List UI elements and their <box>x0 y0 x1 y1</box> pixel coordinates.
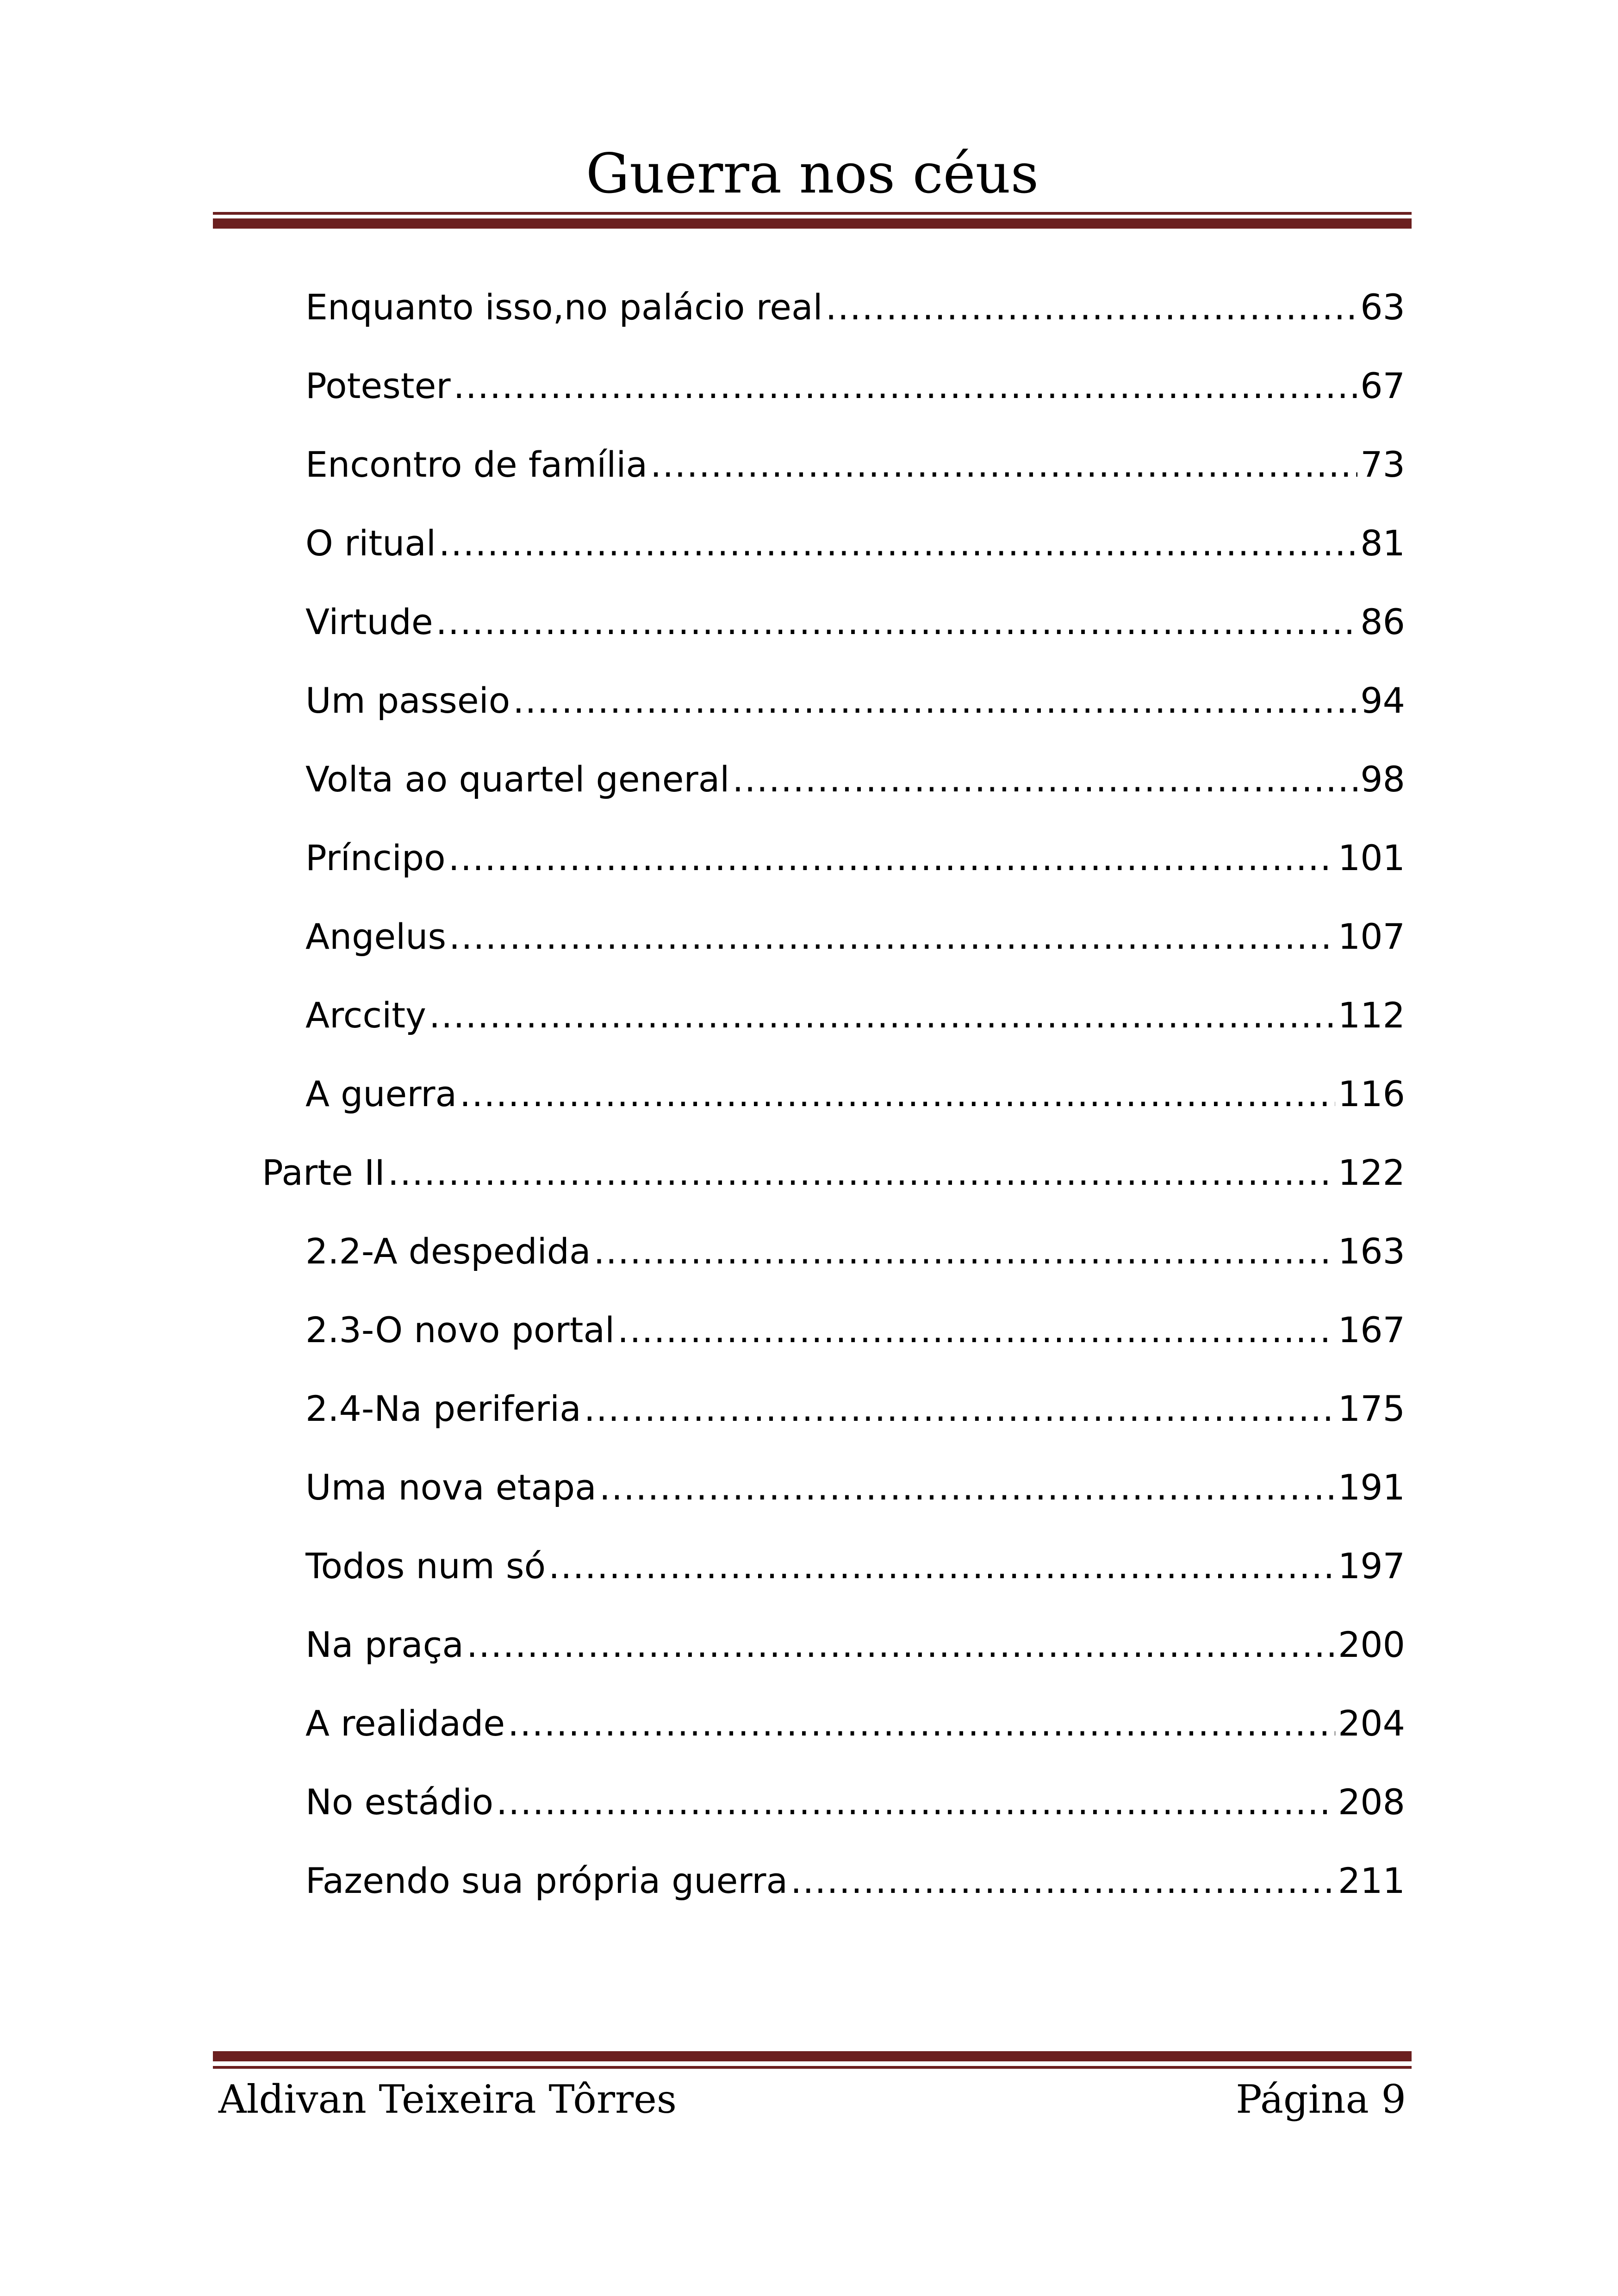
toc-dot-leader <box>496 1774 1335 1830</box>
page-footer <box>213 2067 1412 2132</box>
toc-entry[interactable] <box>305 1381 1405 1437</box>
toc-entry-title: 2.3-O novo portal <box>305 1309 615 1350</box>
toc-entry-page-number: 101 <box>1338 837 1405 878</box>
toc-entry-page-number: 98 <box>1360 759 1405 800</box>
header-rule-thick <box>213 218 1412 229</box>
toc-entry-page-number: 197 <box>1338 1545 1405 1587</box>
toc-entry-page-number: 167 <box>1338 1309 1405 1350</box>
header-rule-thin <box>213 212 1412 215</box>
toc-dot-leader <box>449 909 1335 964</box>
toc-dot-leader <box>448 830 1335 886</box>
toc-entry[interactable] <box>305 1302 1405 1358</box>
toc-dot-leader <box>584 1381 1335 1437</box>
toc-entry[interactable] <box>305 1774 1405 1830</box>
toc-dot-leader <box>460 1066 1335 1122</box>
toc-dot-leader <box>429 988 1335 1043</box>
toc-entry-page-number: 67 <box>1360 365 1405 406</box>
toc-entry-page-number: 175 <box>1338 1388 1405 1429</box>
toc-entry-page-number: 81 <box>1360 523 1405 564</box>
toc-dot-leader <box>454 358 1358 414</box>
toc-entry-title: Na praça <box>305 1624 464 1665</box>
toc-dot-leader <box>513 673 1357 728</box>
toc-entry-title: Fazendo sua própria guerra <box>305 1860 788 1901</box>
toc-dot-leader <box>617 1302 1335 1358</box>
toc-entry[interactable] <box>262 1145 1405 1201</box>
toc-entry-page-number: 112 <box>1338 995 1405 1036</box>
toc-entry-title: A realidade <box>305 1703 505 1744</box>
footer-rule-thick <box>213 2051 1412 2061</box>
toc-entry[interactable] <box>305 1617 1405 1673</box>
footer-author: Aldivan Teixeira Tôrres <box>218 2077 677 2122</box>
toc-entry-page-number: 211 <box>1338 1860 1405 1901</box>
toc-entry[interactable] <box>305 909 1405 964</box>
toc-entry[interactable] <box>305 437 1405 492</box>
toc-dot-leader <box>388 1145 1335 1201</box>
toc-entry[interactable] <box>305 1066 1405 1122</box>
toc-entry[interactable] <box>305 752 1405 807</box>
toc-entry[interactable] <box>305 516 1405 571</box>
toc-dot-leader <box>508 1696 1335 1751</box>
toc-entry-page-number: 73 <box>1360 444 1405 485</box>
toc-dot-leader <box>826 280 1358 335</box>
toc-dot-leader <box>436 594 1358 650</box>
header-rule <box>213 212 1412 231</box>
page-header-title: Guerra nos céus <box>585 142 1039 205</box>
toc-entry-page-number: 200 <box>1338 1624 1405 1665</box>
toc-entry-page-number: 94 <box>1360 680 1405 721</box>
toc-dot-leader <box>594 1224 1335 1279</box>
toc-entry-title: Potester <box>305 365 451 406</box>
toc-entry-page-number: 122 <box>1338 1152 1405 1193</box>
toc-entry[interactable] <box>305 594 1405 650</box>
toc-entry[interactable] <box>305 358 1405 414</box>
toc-entry[interactable] <box>305 1538 1405 1594</box>
toc-entry[interactable] <box>305 830 1405 886</box>
toc-entry[interactable] <box>305 988 1405 1043</box>
toc-entry-page-number: 208 <box>1338 1781 1405 1823</box>
toc-dot-leader <box>732 752 1357 807</box>
toc-entry-title: Encontro de família <box>305 444 648 485</box>
toc-entry-title: Volta ao quartel general <box>305 759 730 800</box>
toc-entry-title: 2.4-Na periferia <box>305 1388 581 1429</box>
toc-dot-leader <box>439 516 1357 571</box>
toc-dot-leader <box>467 1617 1335 1673</box>
toc-entry-title: O ritual <box>305 523 436 564</box>
toc-entry-title: Enquanto isso,no palácio real <box>305 286 823 328</box>
toc-dot-leader <box>650 437 1357 492</box>
toc-dot-leader <box>599 1460 1335 1515</box>
toc-entry-title: Um passeio <box>305 680 510 721</box>
toc-dot-leader <box>790 1853 1335 1909</box>
toc-entry-page-number: 107 <box>1338 916 1405 957</box>
toc-entry-page-number: 63 <box>1360 286 1405 328</box>
toc-entry[interactable] <box>305 1853 1405 1909</box>
toc-entry-title: Príncipo <box>305 837 446 878</box>
toc-entry-title: Uma nova etapa <box>305 1467 597 1508</box>
footer-page-number: Página 9 <box>1236 2077 1406 2122</box>
toc-entry[interactable] <box>305 1224 1405 1279</box>
toc-entry-page-number: 191 <box>1338 1467 1405 1508</box>
toc-entry[interactable] <box>305 1460 1405 1515</box>
toc-entry-page-number: 116 <box>1338 1073 1405 1114</box>
toc-entry-title: Todos num só <box>305 1545 546 1587</box>
toc-entry-title: Angelus <box>305 916 447 957</box>
toc-entry-title: A guerra <box>305 1073 457 1114</box>
toc-entry-page-number: 204 <box>1338 1703 1405 1744</box>
toc-entry[interactable] <box>305 673 1405 728</box>
toc-entry-title: No estádio <box>305 1781 494 1823</box>
toc-entry-page-number: 86 <box>1360 601 1405 642</box>
toc-entry[interactable] <box>305 1696 1405 1751</box>
toc-entry-title: Parte II <box>262 1152 385 1193</box>
toc-dot-leader <box>548 1538 1335 1594</box>
toc-entry[interactable] <box>305 280 1405 335</box>
toc-entry-title: Arccity <box>305 995 427 1036</box>
toc-entry-title: 2.2-A despedida <box>305 1231 591 1272</box>
toc-entry-title: Virtude <box>305 601 433 642</box>
toc-entry-page-number: 163 <box>1338 1231 1405 1272</box>
